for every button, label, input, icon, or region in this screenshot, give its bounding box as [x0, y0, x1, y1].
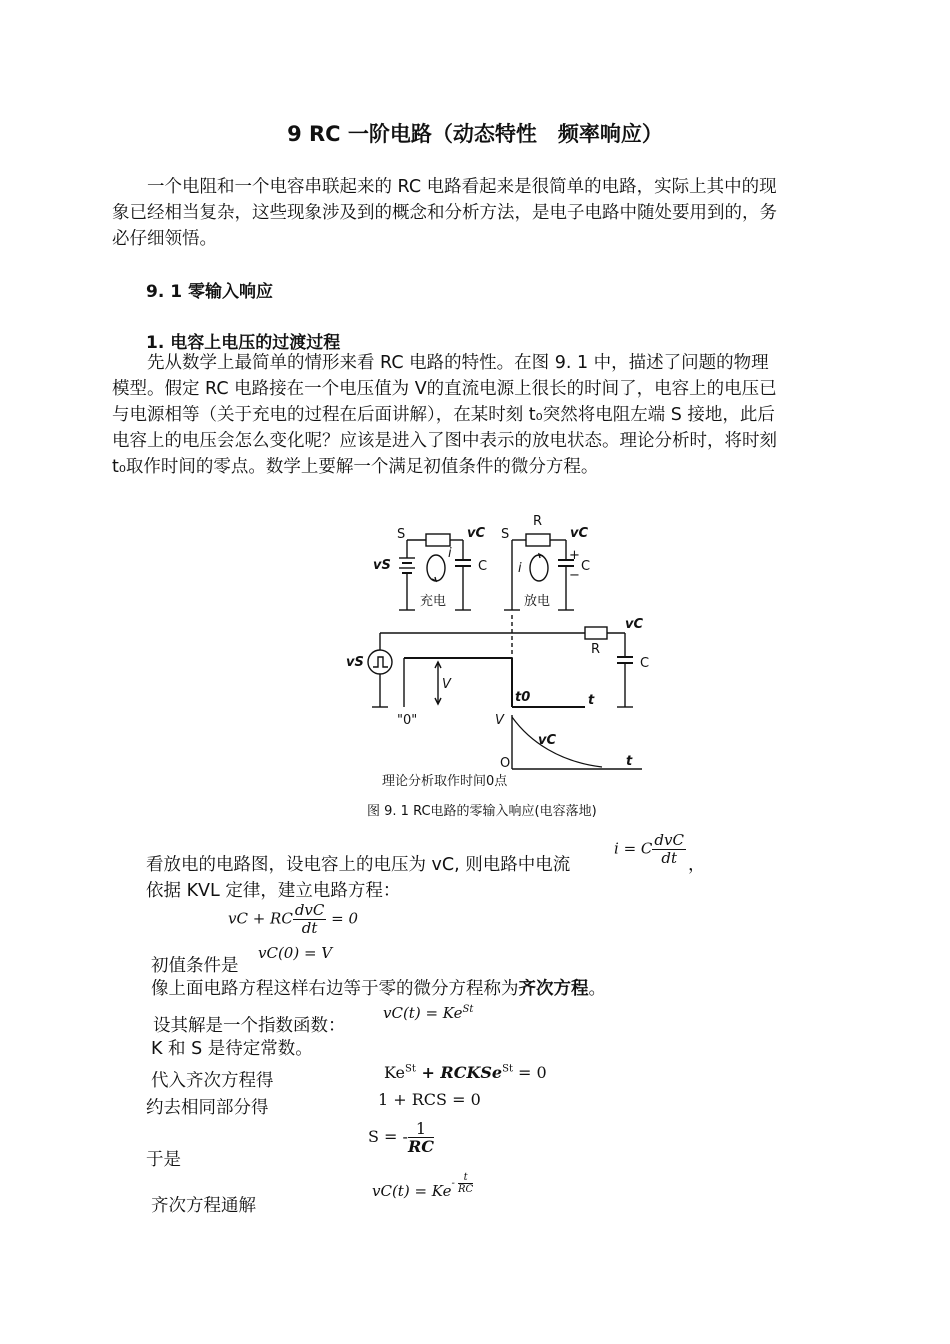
- label-vc-3: vC: [625, 617, 644, 632]
- label-v-1: V: [442, 677, 451, 692]
- label-r-1: R: [533, 514, 543, 529]
- label-c-3: C: [640, 656, 650, 671]
- cancel-equation: 1 + RCS = 0: [378, 1090, 481, 1109]
- label-c-2: C: [581, 559, 591, 574]
- s-solution: S = - $\frac{1}{RC}$: [368, 1119, 434, 1156]
- label-vs-2: vS: [346, 655, 364, 670]
- label-vc-1: vC: [467, 526, 486, 541]
- label-i-1: i: [448, 546, 452, 561]
- label-i-2: i: [518, 561, 522, 576]
- substitute-label: 代入齐次方程得: [151, 1071, 274, 1091]
- label-v-2: V: [495, 713, 504, 728]
- label-t0: t0: [515, 690, 531, 705]
- main-circuit: [368, 615, 642, 769]
- page-title: 9 RC 一阶电路（动态特性 频率响应）: [287, 122, 663, 146]
- label-vc-4: vC: [538, 733, 557, 748]
- label-plus: +: [569, 548, 580, 563]
- label-r-2: R: [591, 642, 601, 657]
- label-s-2: S: [501, 527, 510, 542]
- general-solution-label: 齐次方程通解: [151, 1196, 256, 1216]
- label-vs-1: vS: [373, 558, 391, 573]
- section-heading: 9. 1 零输入响应: [146, 282, 273, 302]
- substitute-equation: $Ke^{St}$ + RCKSe$^{St}$ = 0: [384, 1063, 547, 1082]
- label-discharge: 放电: [524, 594, 551, 609]
- label-s-1: S: [397, 527, 406, 542]
- label-t-1: t: [588, 693, 595, 708]
- cancel-label: 约去相同部分得: [146, 1098, 269, 1118]
- assume-label: 设其解是一个指数函数：: [153, 1016, 346, 1036]
- then-label: 于是: [146, 1150, 181, 1170]
- kvl-equation: vC + RC $\frac{\text{dvC}}{dt}$ = 0: [228, 901, 359, 937]
- ks-note: K 和 S 是待定常数。: [151, 1039, 313, 1059]
- assume-equation: $vC(t) = Ke^{St}$: [383, 1004, 474, 1022]
- homogeneous-sentence: 像上面电路方程这样右边等于零的微分方程称为齐次方程。: [151, 979, 606, 999]
- label-t-2: t: [626, 754, 633, 769]
- label-zero: "0": [397, 713, 418, 728]
- figure-circuit: [340, 510, 670, 825]
- label-vc-2: vC: [570, 526, 589, 541]
- figure-note: 理论分析取作时间0点: [382, 774, 508, 789]
- label-charge: 充电: [420, 594, 447, 609]
- label-origin: O: [500, 756, 511, 771]
- comma: ，: [688, 855, 706, 875]
- eq-line-2: 依据 KVL 定律，建立电路方程：: [146, 881, 401, 901]
- initial-condition-label: 初值条件是: [151, 956, 239, 976]
- label-c-1: C: [478, 559, 488, 574]
- subsection-heading: 1. 电容上电压的过渡过程: [146, 333, 341, 353]
- label-minus: −: [569, 568, 580, 583]
- intro-paragraph: 一个电阻和一个电容串联起来的 RC 电路看起来是很简单的电路，实际上其中的现象已经相当复杂，这些现象涉及到的概念和分析方法，是电子电路中随处要用到的，务必仔细领悟。: [112, 177, 777, 249]
- current-formula: i = C $\frac{\text{dvC}}{dt}$: [614, 831, 684, 867]
- initial-condition-eq: vC(0) = V: [258, 944, 333, 962]
- general-solution-eq: vC(t) = Ke- $\frac{t}{RC}$: [372, 1172, 474, 1200]
- eq-line-1: 看放电的电路图，设电容上的电压为 vC, 则电路中电流: [146, 855, 571, 875]
- figure-caption: 图 9. 1 RC电路的零输入响应(电容落地): [367, 804, 597, 819]
- paragraph-1: 先从数学上最简单的情形来看 RC 电路的特性。在图 9. 1 中，描述了问题的物理模型。假定 RC 电路接在一个电压值为 V的直流电源上很长的时间了，电容上的电压已与电源相等（关于充电的过程在后面讲解），在某时刻 t₀突然将电阻左端 S 接地，此后电容上的电压会怎么变化呢？应该是进入了图中表示的放电状态。理论分析时，将时刻 t₀取作时间的零点。数学上要解一个满足初值条件的微分方程。: [112, 353, 777, 477]
